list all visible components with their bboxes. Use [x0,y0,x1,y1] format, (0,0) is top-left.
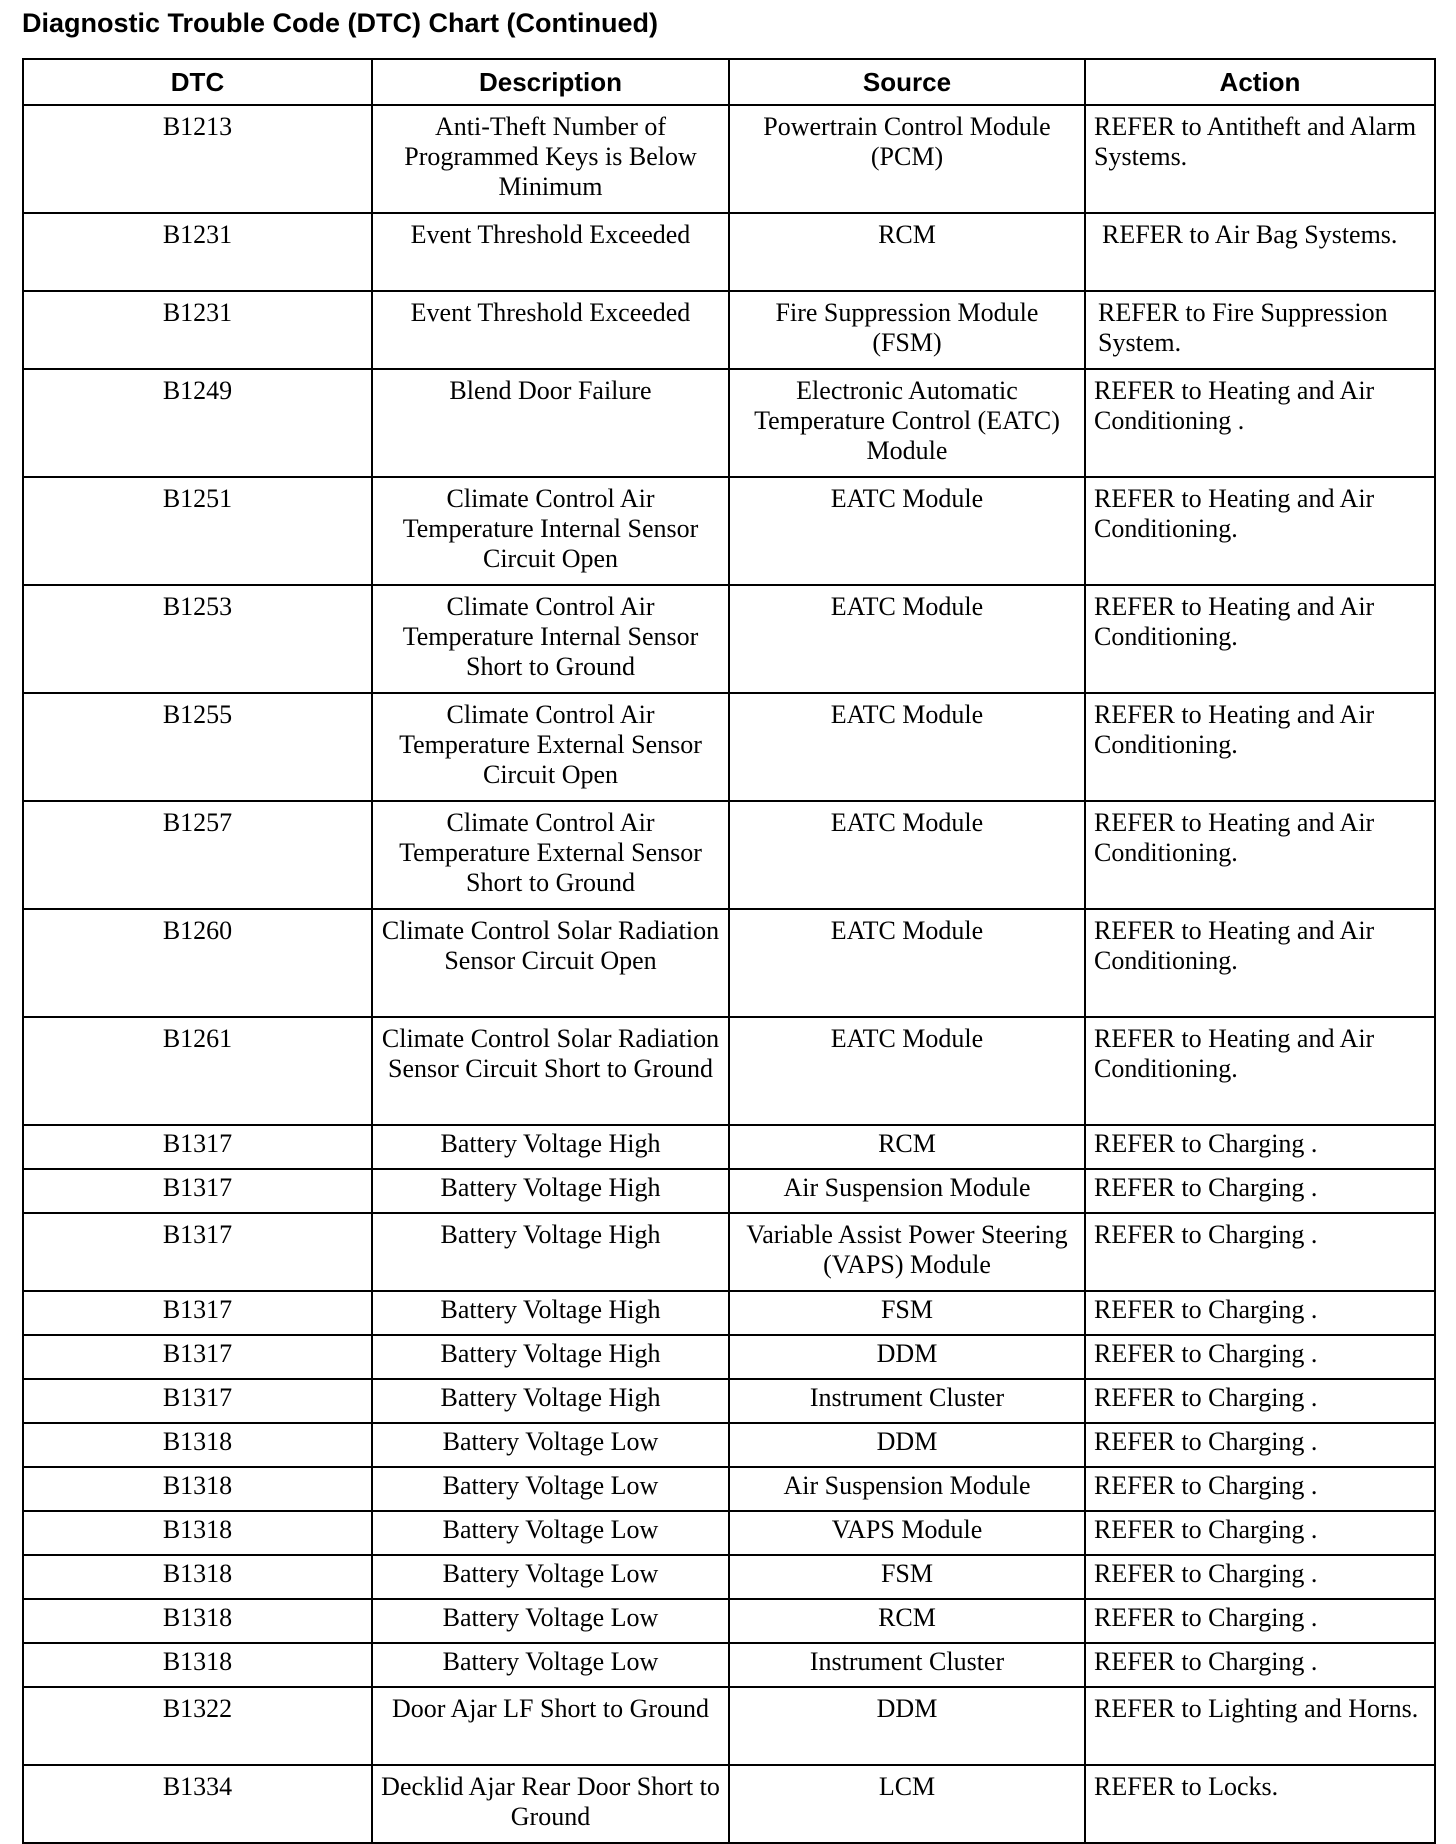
cell-source: Air Suspension Module [729,1467,1085,1511]
table-row [23,213,1435,291]
cell-action: REFER to Heating and Air Conditioning. [1085,693,1435,801]
cell-description: Battery Voltage High [372,1213,729,1291]
table-row [23,1291,1435,1335]
cell-description: Battery Voltage Low [372,1599,729,1643]
table-row [23,801,1435,909]
table-row [23,1467,1435,1511]
cell-action: REFER to Heating and Air Conditioning. [1085,801,1435,909]
table-row [23,1335,1435,1379]
table-row [23,1687,1435,1765]
table-row [23,1213,1435,1291]
cell-source: EATC Module [729,477,1085,585]
cell-description: Battery Voltage High [372,1169,729,1213]
cell-source: DDM [729,1423,1085,1467]
table-row [23,1423,1435,1467]
cell-action: REFER to Charging . [1085,1555,1435,1599]
cell-description: Climate Control Air Temperature External Sensor Circuit Open [372,693,729,801]
cell-dtc: B1251 [23,477,372,585]
cell-description: Climate Control Air Temperature External Sensor Short to Ground [372,801,729,909]
cell-source: Instrument Cluster [729,1643,1085,1687]
cell-action: REFER to Charging . [1085,1169,1435,1213]
table-header-row [23,59,1435,105]
cell-description: Battery Voltage High [372,1335,729,1379]
cell-dtc: B1322 [23,1687,372,1765]
cell-action: REFER to Charging . [1085,1213,1435,1291]
cell-action: REFER to Heating and Air Conditioning. [1085,1017,1435,1125]
table-row [23,693,1435,801]
cell-source: FSM [729,1555,1085,1599]
cell-description: Battery Voltage Low [372,1555,729,1599]
cell-source: DDM [729,1335,1085,1379]
cell-dtc: B1317 [23,1169,372,1213]
table-row [23,1511,1435,1555]
cell-dtc: B1317 [23,1335,372,1379]
cell-action: REFER to Air Bag Systems. [1085,213,1435,291]
table-row [23,1643,1435,1687]
cell-description: Anti-Theft Number of Programmed Keys is Below Minimum [372,105,729,213]
cell-dtc: B1261 [23,1017,372,1125]
cell-action: REFER to Charging . [1085,1291,1435,1335]
cell-source: Fire Suppression Module (FSM) [729,291,1085,369]
cell-description: Battery Voltage Low [372,1511,729,1555]
cell-source: DDM [729,1687,1085,1765]
cell-action: REFER to Charging . [1085,1335,1435,1379]
cell-source: Powertrain Control Module (PCM) [729,105,1085,213]
cell-action: REFER to Charging . [1085,1511,1435,1555]
cell-dtc: B1317 [23,1379,372,1423]
cell-dtc: B1257 [23,801,372,909]
column-header-dtc: DTC [23,59,372,105]
cell-dtc: B1318 [23,1555,372,1599]
table-row [23,1599,1435,1643]
cell-action: REFER to Antitheft and Alarm Systems. [1085,105,1435,213]
cell-dtc: B1318 [23,1599,372,1643]
cell-description: Battery Voltage Low [372,1467,729,1511]
table-row [23,909,1435,1017]
cell-source: EATC Module [729,801,1085,909]
cell-source: RCM [729,1599,1085,1643]
cell-dtc: B1318 [23,1423,372,1467]
cell-source: Instrument Cluster [729,1379,1085,1423]
page-title: Diagnostic Trouble Code (DTC) Chart (Continued) [22,8,658,38]
table-row [23,1169,1435,1213]
cell-action: REFER to Heating and Air Conditioning . [1085,369,1435,477]
cell-description: Blend Door Failure [372,369,729,477]
column-header-source: Source [729,59,1085,105]
cell-dtc: B1231 [23,291,372,369]
cell-description: Door Ajar LF Short to Ground [372,1687,729,1765]
cell-dtc: B1231 [23,213,372,291]
cell-source: Variable Assist Power Steering (VAPS) Module [729,1213,1085,1291]
cell-source: Electronic Automatic Temperature Control (EATC) Module [729,369,1085,477]
cell-source: FSM [729,1291,1085,1335]
cell-description: Battery Voltage High [372,1125,729,1169]
cell-description: Climate Control Air Temperature Internal Sensor Short to Ground [372,585,729,693]
cell-description: Battery Voltage Low [372,1643,729,1687]
cell-action: REFER to Charging . [1085,1379,1435,1423]
cell-source: Air Suspension Module [729,1169,1085,1213]
cell-description: Battery Voltage Low [372,1423,729,1467]
cell-action: REFER to Charging . [1085,1643,1435,1687]
dtc-table [22,58,1436,1844]
table-row [23,585,1435,693]
cell-action: REFER to Heating and Air Conditioning. [1085,477,1435,585]
cell-dtc: B1213 [23,105,372,213]
cell-action: REFER to Heating and Air Conditioning. [1085,585,1435,693]
cell-dtc: B1249 [23,369,372,477]
cell-dtc: B1334 [23,1765,372,1843]
cell-source: EATC Module [729,693,1085,801]
cell-dtc: B1255 [23,693,372,801]
cell-action: REFER to Charging . [1085,1599,1435,1643]
cell-source: RCM [729,1125,1085,1169]
cell-action: REFER to Lighting and Horns. [1085,1687,1435,1765]
cell-dtc: B1318 [23,1467,372,1511]
cell-dtc: B1317 [23,1213,372,1291]
cell-action: REFER to Charging . [1085,1125,1435,1169]
cell-source: LCM [729,1765,1085,1843]
column-header-action: Action [1085,59,1435,105]
cell-dtc: B1318 [23,1511,372,1555]
table-row [23,477,1435,585]
cell-description: Event Threshold Exceeded [372,291,729,369]
cell-description: Battery Voltage High [372,1291,729,1335]
column-header-description: Description [372,59,729,105]
table-row [23,1125,1435,1169]
cell-dtc: B1260 [23,909,372,1017]
cell-action: REFER to Charging . [1085,1423,1435,1467]
table-row [23,291,1435,369]
cell-source: EATC Module [729,585,1085,693]
cell-source: EATC Module [729,909,1085,1017]
cell-action: REFER to Locks. [1085,1765,1435,1843]
cell-description: Climate Control Solar Radiation Sensor Circuit Short to Ground [372,1017,729,1125]
cell-dtc: B1317 [23,1291,372,1335]
cell-action: REFER to Heating and Air Conditioning. [1085,909,1435,1017]
cell-source: EATC Module [729,1017,1085,1125]
table-row [23,1017,1435,1125]
table-row [23,1379,1435,1423]
cell-action: REFER to Charging . [1085,1467,1435,1511]
cell-description: Climate Control Solar Radiation Sensor Circuit Open [372,909,729,1017]
cell-source: RCM [729,213,1085,291]
cell-description: Climate Control Air Temperature Internal Sensor Circuit Open [372,477,729,585]
cell-dtc: B1318 [23,1643,372,1687]
cell-dtc: B1317 [23,1125,372,1169]
cell-description: Decklid Ajar Rear Door Short to Ground [372,1765,729,1843]
table-row [23,1765,1435,1843]
cell-description: Battery Voltage High [372,1379,729,1423]
table-row [23,1555,1435,1599]
cell-description: Event Threshold Exceeded [372,213,729,291]
cell-source: VAPS Module [729,1511,1085,1555]
table-row [23,369,1435,477]
cell-dtc: B1253 [23,585,372,693]
table-row [23,105,1435,213]
cell-action: REFER to Fire Suppression System. [1085,291,1435,369]
